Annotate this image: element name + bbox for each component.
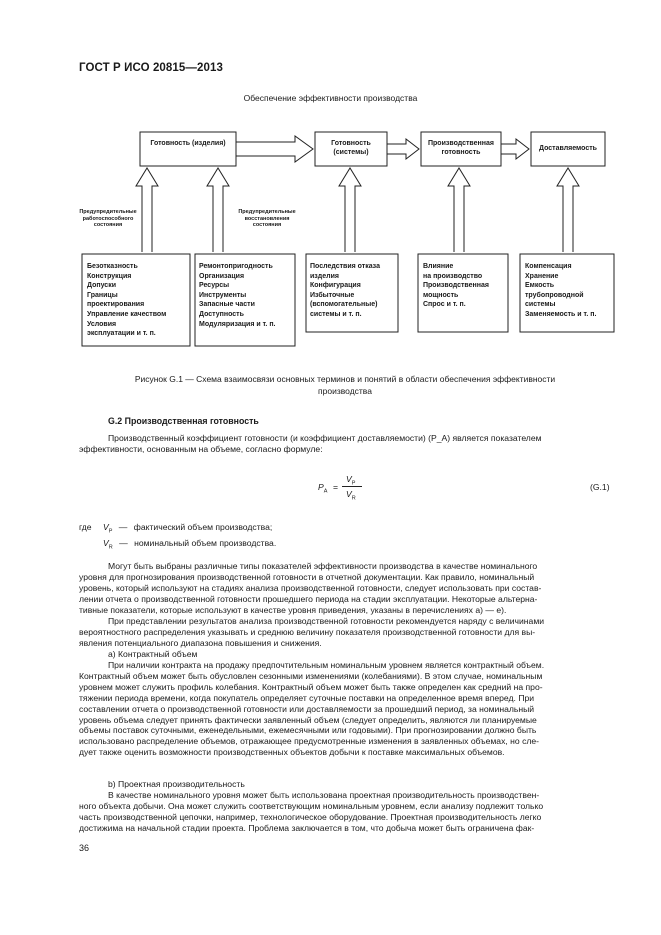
text-line: объемы поставок суточными, еженедельными, ежемесячными или годовыми). При прогнозировании должно быть: [79, 725, 537, 736]
list-maintainability: [199, 262, 276, 329]
list-production-impact: [423, 262, 489, 310]
text-line: Могут быть выбраны различные типы показателей эффективности производства в качестве номинального: [108, 561, 538, 571]
where-sub: P: [108, 528, 113, 535]
where-item-2: [103, 538, 276, 551]
section-title: G.2 Производственная готовность: [108, 416, 259, 426]
formula-eq: =: [333, 482, 339, 492]
list-item: Избыточные: [310, 291, 355, 299]
where-dash: —: [119, 538, 128, 548]
where-word: где: [79, 522, 92, 532]
top-box-label-2: Готовность (системы): [331, 140, 371, 156]
text-line: явления потенциального диапазона повышения и снижения.: [79, 637, 322, 648]
top-box-label-3: Производственная готовность: [428, 140, 494, 156]
top-box-label-1: Готовность (изделия): [150, 140, 226, 147]
list-item: Заменяемость и т. п.: [525, 310, 597, 318]
paragraph-3: [79, 660, 615, 758]
list-item: Запасные части: [199, 301, 255, 309]
paragraph-4: [79, 790, 615, 834]
text-line: В качестве номинального уровня может быть использована проектная производительность производствен-: [108, 790, 540, 800]
arrow-up-2: [207, 168, 229, 252]
list-item: Хранение: [525, 272, 559, 280]
text-line: уровня для прогнозирования производственной готовности в отчетной документации. Как правило, номинальный: [79, 571, 535, 582]
where-text: номинальный объем производства.: [134, 538, 277, 548]
intro-paragraph: [79, 433, 615, 455]
formula-numerator-sub: P: [351, 480, 356, 487]
where-symbol: V: [103, 538, 109, 548]
paragraph-1: [79, 561, 615, 616]
list-item: Конфигурация: [310, 282, 361, 290]
list-item: Доступность: [199, 310, 244, 318]
list-item: Последствия отказа: [310, 263, 380, 270]
item-a-title: а) Контрактный объем: [108, 649, 198, 659]
caption-line: Рисунок G.1 — Схема взаимосвязи основных терминов и понятий в области обеспечения эффективности: [134, 374, 556, 384]
list-item: Инструменты: [199, 291, 247, 299]
text-line: дует также оценить возможности производственных объектов добычи к поставке максимальных объемов.: [79, 747, 505, 758]
figure-caption: [90, 374, 600, 397]
list-item: (вспомогательные): [310, 301, 378, 309]
text-line: эффективности, основанным на объеме, согласно формуле:: [79, 443, 323, 454]
document-header: ГОСТ Р ИСО 20815—2013: [79, 62, 224, 74]
side-label-preventive-1: Предупредительные работоспособного состояния: [79, 209, 137, 228]
arrow-right-3: [501, 139, 529, 159]
side-label-preventive-2: Предупредительные восстановления состояния: [238, 209, 296, 228]
where-dash: —: [118, 522, 128, 532]
page-number: 36: [79, 843, 90, 853]
text-line: использовано распределение объемов, отражающее предусмотренные изменения в заявленных объемах, но сле-: [79, 736, 540, 747]
list-item: Емкость: [525, 282, 555, 290]
formula-lhs: P: [318, 482, 324, 492]
text-line: тяжении периода времени, когда покупатель определяет суточные поставки на определенное время вперед. При: [79, 692, 535, 703]
list-item: эксплуатации и т. п.: [87, 330, 156, 338]
list-item: мощность: [423, 291, 459, 299]
top-box-label-4: Доставляемость: [539, 145, 597, 152]
list-item: системы: [525, 301, 556, 309]
text-line: уровень, который используют на стадиях анализа производственной готовности, следует использовать при состав-: [79, 582, 542, 593]
text-line: ного объекта добычи. Она может служить соответствующим номинальным уровнем, если анализу подлежит только: [79, 800, 544, 811]
list-item: изделия: [310, 272, 339, 280]
list-item: Безотказность: [87, 263, 138, 270]
paragraph-2: [79, 616, 615, 649]
formula-numerator: V: [346, 474, 352, 484]
fraction-bar: [342, 486, 362, 487]
arrow-up-4: [448, 168, 470, 252]
list-item: системы и т. п.: [310, 310, 362, 318]
where-item-1: [103, 522, 272, 535]
text-line: При наличии контракта на продажу предпочтительным номинальным уровнем является контрактный объем.: [108, 660, 545, 670]
box-availability-item: [140, 132, 236, 166]
list-item: Границы: [87, 291, 118, 299]
list-item: Управление качеством: [87, 310, 167, 318]
list-item: проектирования: [87, 301, 145, 309]
list-item: на производство: [423, 272, 483, 280]
diagram-title: Обеспечение эффективности производства: [243, 93, 418, 103]
where-symbol: V: [103, 522, 109, 532]
where-sub: R: [108, 544, 113, 551]
arrow-right-1: [236, 136, 313, 162]
arrow-up-5: [557, 168, 579, 252]
arrow-right-2: [387, 139, 419, 159]
text-line: часть производственной цепочки, например, технологическое оборудование. Проектная производительность легко: [79, 811, 542, 822]
list-item: Компенсация: [525, 263, 572, 270]
text-line: достижима на начальной стадии проекта. Проблема заключается в том, что добыча может быть ограничена фак-: [79, 822, 535, 833]
text-line: тивные показатели, которые используют в качестве уровня приведения, указаны в перечислениях а) — е).: [79, 604, 507, 615]
text-line: Производственный коэффициент готовности (и коэффициент доставляемости) (P_A) является показателем: [108, 433, 542, 443]
text-line: Контрактный объем может быть обусловлен сезонными изменениями (колебаниями). В этом случае, номинальным: [79, 670, 543, 681]
text-line: лении отчета о производственной готовности прошедшего периода на стадии эксплуатации. Некоторые альтерна-: [79, 593, 538, 604]
list-item: Условия: [87, 320, 117, 328]
list-item: Модуляризация и т. п.: [199, 320, 276, 328]
list-item: трубопроводной: [525, 291, 584, 299]
text-line: При представлении результатов анализа производственной готовности рекомендуется наряду с величинами: [108, 616, 545, 626]
list-reliability: [87, 262, 166, 339]
list-item: Организация: [199, 272, 245, 280]
caption-line: производства: [318, 385, 372, 396]
formula-denominator-sub: R: [351, 495, 356, 502]
text-line: составлении отчета о производственной готовности или доставляемости за прошедший период, за номинальный: [79, 703, 535, 714]
arrow-up-3: [339, 168, 361, 252]
list-item: Ремонтопригодность: [199, 263, 273, 270]
list-item: Допуски: [87, 282, 116, 290]
text-line: вероятностного распределения указывать и среднюю величину показателя производственной готовности для вы-: [79, 626, 536, 637]
list-item: Спрос и т. п.: [423, 301, 466, 309]
list-item: Ресурсы: [199, 282, 230, 290]
formula-lhs-sub: A: [323, 488, 328, 495]
text-line: уровень объема следует принять фактически заявленный объем (следует определить, являются ли планируемые: [79, 714, 537, 725]
list-item: Конструкция: [87, 272, 132, 280]
list-item: Влияние: [423, 263, 454, 270]
formula: [318, 474, 378, 504]
where-text: фактический объем производства;: [133, 522, 273, 532]
list-item: Производственная: [423, 282, 489, 290]
list-compensation: [525, 262, 596, 320]
item-b-title: b) Проектная производительность: [108, 779, 245, 789]
list-failure-consequence: [310, 262, 380, 320]
formula-denominator: V: [346, 489, 352, 499]
formula-number: (G.1): [590, 482, 610, 492]
text-line: уровнем может служить профиль колебания. Контрактный объем может быть также определен как средний на про-: [79, 681, 543, 692]
